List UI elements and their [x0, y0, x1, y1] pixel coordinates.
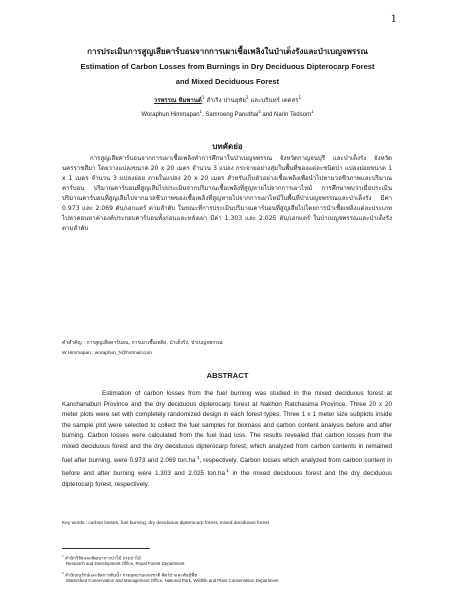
- english-keywords: [62, 521, 392, 526]
- english-abstract-heading: ABSTRACT: [206, 371, 249, 380]
- english-keywords-text: carbon losses, fuel burning, dry deciduous dipterocarp forest, mixed deciduous forest: [88, 521, 269, 526]
- thai-keywords: [62, 339, 392, 347]
- thai-keywords-text: การสูญเสียคาร์บอน, การเผาเชื้อเพลิง, ป่าเต็งรัง, ป่าเบญจพรรณ: [86, 340, 223, 346]
- affiliation-mark-1: 1: [201, 95, 205, 100]
- author-email: W.Himmapan : woraphun_h@hotmail.com: [62, 351, 152, 356]
- footnote-1-thai: สำนักวิจัยและพัฒนาการป่าไม้ กรมป่าไม้: [64, 555, 141, 561]
- thai-title: การประเมินการสูญเสียคาร์บอนจากการเผาเชื้อเพลิงในป่าเต็งรังและป่าเบญจพรรณ: [87, 47, 368, 56]
- footnote-1-mark: 1: [62, 554, 64, 558]
- affiliation-mark-2: 2: [245, 95, 249, 100]
- english-abstract-text: [62, 389, 392, 491]
- footnote-2-thai: สำนักอนุรักษ์และจัดการต้นน้ำ กรมอุทยานแห่งชาติ สัตว์ป่าและพันธุ์พืช: [64, 572, 198, 578]
- thai-keywords-label: คำสำคัญ :: [62, 340, 85, 346]
- english-title: [40, 59, 415, 89]
- unit-exponent-2: -1: [225, 468, 229, 474]
- english-author-3: and Narin Tedsorn: [262, 112, 312, 118]
- footnote-2-english: Watershed Conservation and Management Office, National Park, Wildlife and Plant Conservation Department: [66, 578, 279, 584]
- thai-authors: [40, 95, 415, 105]
- english-abstract: [62, 389, 392, 491]
- en-affiliation-mark-1: 1: [199, 109, 202, 114]
- english-title-line1: Estimation of Carbon Losses from Burnings in Dry Deciduous Dipterocarp Forest: [80, 62, 375, 71]
- footnote-1: [62, 553, 402, 567]
- thai-author-first: วรพรรณ หิมพานต์: [153, 97, 202, 104]
- thai-abstract: [62, 154, 392, 234]
- english-abstract-part2: , respectively. Carbon losses which analyzed from carbon content in before and after burning were 1.303 and 2.025 ton.ha: [62, 456, 392, 478]
- english-author-1: Woraphun Himmapan: [141, 112, 200, 118]
- english-title-line2: and Mixed Deciduous Forest: [175, 77, 280, 86]
- footnote-2: [62, 570, 402, 584]
- footnote-2-mark: 2: [62, 571, 64, 575]
- en-affiliation-mark-2: 2: [258, 109, 261, 114]
- affiliation-mark-3: 1: [298, 95, 302, 100]
- footnote-divider: [62, 548, 150, 549]
- en-affiliation-mark-3: 1: [311, 109, 314, 114]
- thai-abstract-heading: บทคัดย่อ: [212, 142, 243, 151]
- thai-author-third: และนรินทร์ เตดสร: [250, 97, 299, 104]
- thai-abstract-text: การสูญเสียคาร์บอนจากการเผาเชื้อเพลิงทำการศึกษาในป่าเบญจพรรณ จังหวัดกาญจนบุรี และป่าเต็งรัง จังหวัดนครราชสีมา โดยวางแปลงขนาด 20 x 20 เมตร จำนวน 3 แปลง กระจายอย่างสุ่มในพื้นที่ของแต่ละชนิดป่า แปลงย่อยขนาด 1 x 1 เมตร จำนวน 3 แปลงย่อย ภายในแปลง 20 x 20 เมตร สำหรับเก็บตัวอย่างเชื้อเพลิงเพื่อนำไปหามวลชีวภาพและปริมาณคาร์บอน ปริมาณคาร์บอนที่สูญเสียไปประเมินจากปริมาณเชื้อเพลิงที่สูญหายไปจากการเผาไหม้ การศึกษาพบว่าเมื่อประเมินปริมาณคาร์บอนที่สูญเสียไปจากมวลชีวภาพของเชื้อเพลิงที่สูญหายไปจากการเผาไหม้ในพื้นที่ป่าเบญจพรรณและป่าเต็งรัง มีค่า 0.973 และ 2.069 ตัน/เฮกแตร์ ตามลำดับ ในขณะที่การประเมินปริมาณคาร์บอนที่สูญเสียไปโดยการนำเชื้อเพลิงแต่ละประเภทไปหาคอนหาค่าองค์ประกอบคาร์บอนทั้งก่อนและหลังเผา มีค่า 1.303 และ 2.025 ตัน/เฮกแตร์ ในป่าเบญจพรรณและป่าเต็งรัง ตามลำดับ: [62, 155, 392, 232]
- page-number: 1: [390, 14, 397, 25]
- english-abstract-part3: in the mixed deciduous forest and the dry deciduous dipterocarp forest, respectively.: [62, 470, 393, 488]
- thai-author-second: สำเริง ปานอุทัย: [206, 97, 246, 104]
- footnote-1-english: Research and Development Office, Royal Forest Department: [66, 561, 185, 567]
- english-abstract-part1: Estimation of carbon losses from the fuel burning was studied in the mixed deciduous forest at Kanchanaburi Province and the dry deciduous dipterocarp forest at Nakhon Ratchasima Province. Three 20 x 20 meter plots were set with completely randomized design in each forest types. Three 1 x 1 meter size subplots inside the sample plot were selected to collect the fuel samples for biomass and carbon content analysis before and after burning. Carbon losses were calculated from the fuel load loss. The results revealed that carbon losses from the mixed deciduous forest and the dry deciduous dipterocarp forest, which analyzed from carbon contents in remained fuel after burning, were 0.973 and 2.069 ton.ha: [62, 390, 392, 464]
- english-authors: Woraphun Himmapan$^1$, Samroeng Panuthai$^2$ and Narin Tedsorn$^1$: [141, 109, 314, 118]
- english-keywords-label: Key words :: [62, 521, 88, 526]
- unit-exponent-1: -1: [195, 454, 200, 460]
- english-author-2: Samroeng Panuthai: [205, 112, 259, 118]
